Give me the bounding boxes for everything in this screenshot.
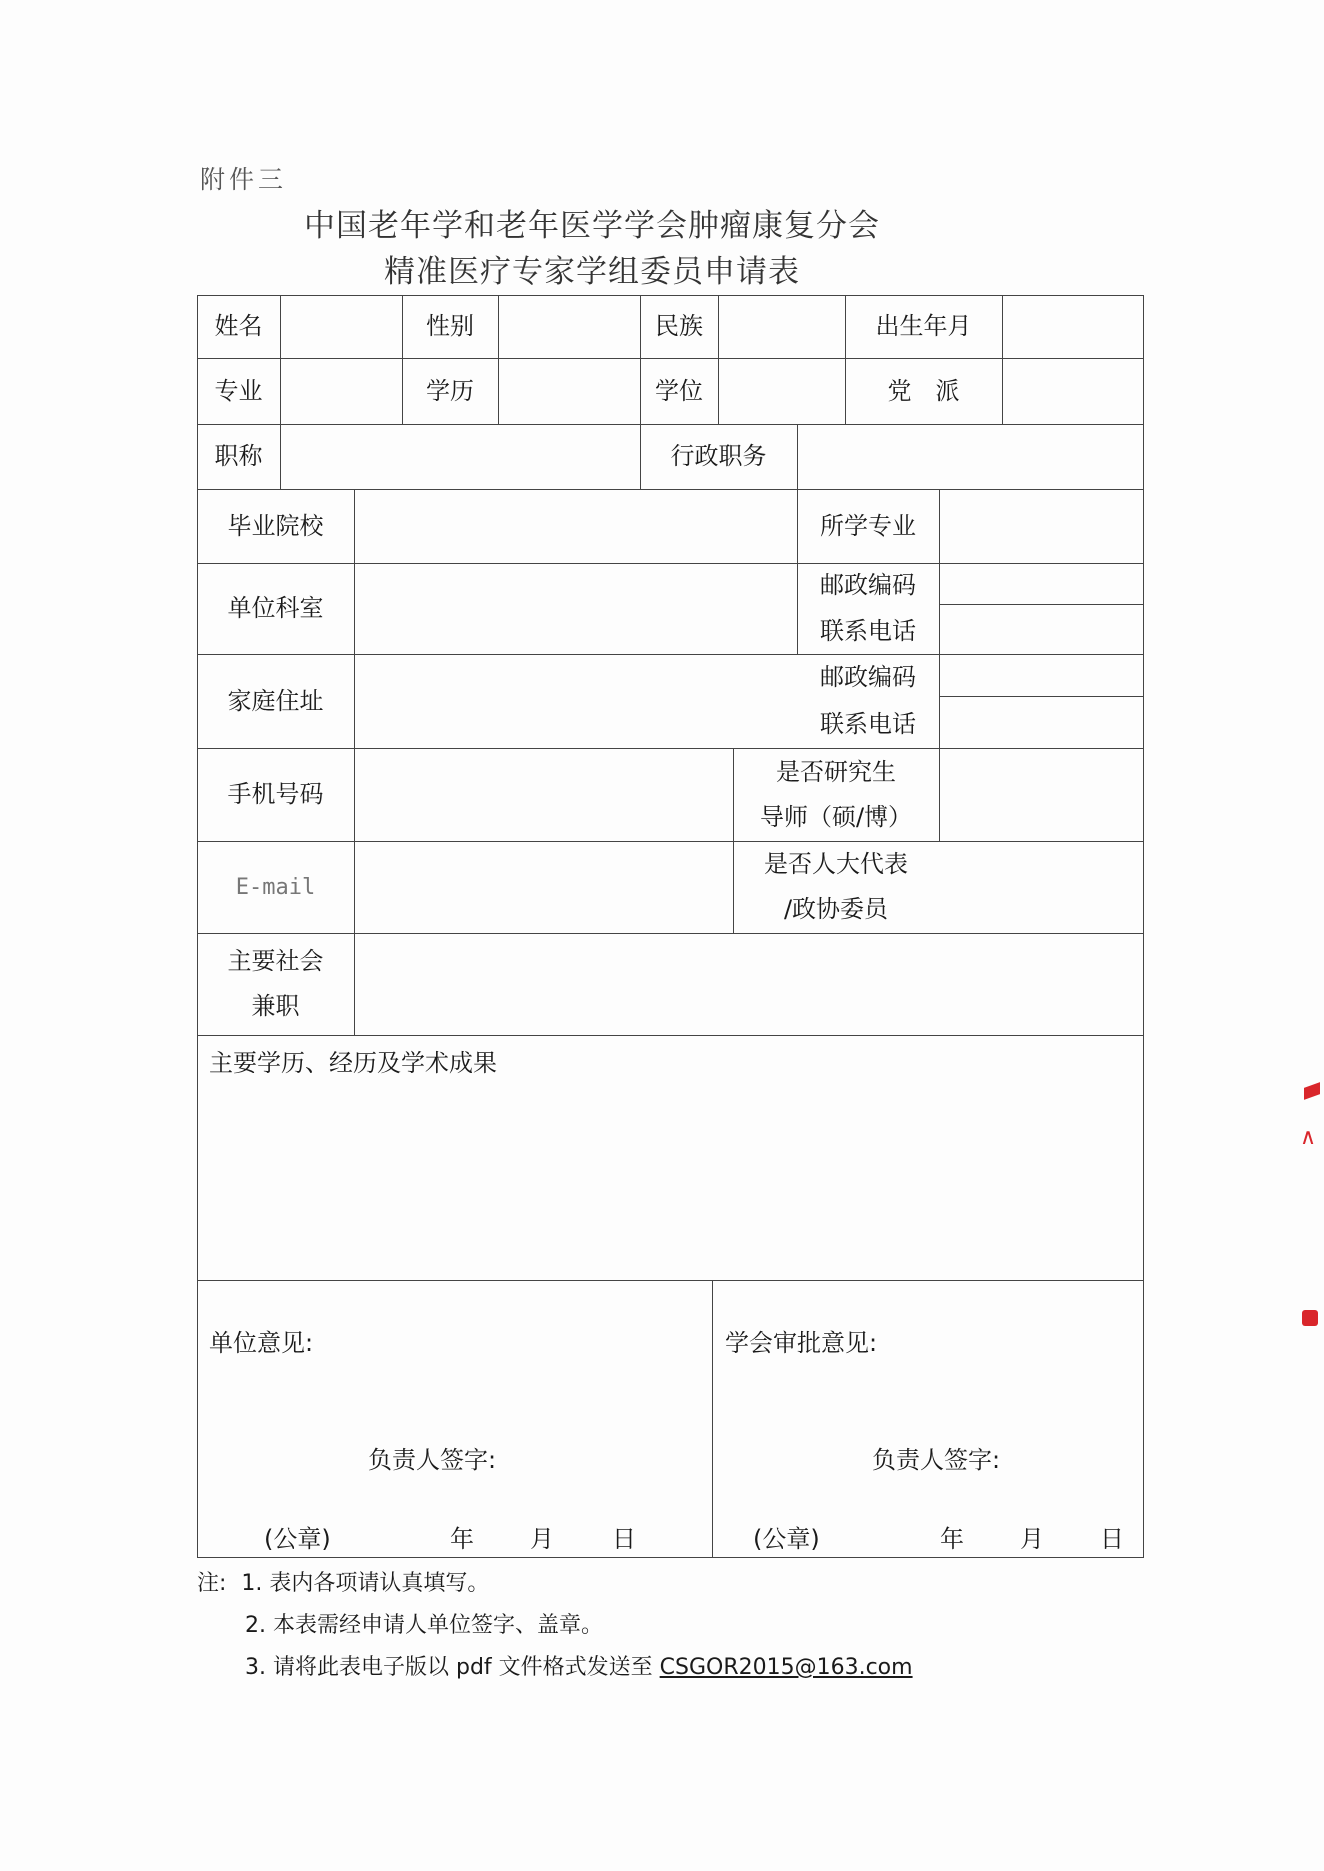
unit-field[interactable] xyxy=(355,564,796,653)
name-field[interactable] xyxy=(281,296,401,357)
degree-field[interactable] xyxy=(719,359,844,423)
table-border-right xyxy=(1143,295,1144,1557)
achievements-field[interactable] xyxy=(198,1080,1142,1278)
row-divider xyxy=(197,1035,1144,1036)
label-email xyxy=(197,841,354,933)
label-supervisor-line1: 是否研究生 xyxy=(776,757,896,786)
label-title: 职称 xyxy=(214,442,263,470)
label-unit-month: 月 xyxy=(530,1525,554,1553)
label-society-day: 日 xyxy=(1100,1525,1124,1553)
note-1 xyxy=(197,1563,913,1605)
label-society-month: 月 xyxy=(1020,1525,1044,1553)
label-admin-position: 行政职务 xyxy=(670,442,767,470)
label-social-line2: 兼职 xyxy=(251,992,300,1020)
document-title-line2: 精准医疗专家学组委员申请表 xyxy=(384,254,800,290)
label-unit-phone: 联系电话 xyxy=(820,616,916,645)
label-education: 学历 xyxy=(426,376,474,405)
row-divider xyxy=(197,1280,1144,1281)
label-birth-date: 出生年月 xyxy=(875,312,972,340)
annex-label: 附件三 xyxy=(200,165,288,194)
table-border-bottom xyxy=(197,1557,1144,1558)
label-ethnicity: 民族 xyxy=(655,312,703,340)
home-address-field[interactable] xyxy=(355,655,796,747)
label-deputy xyxy=(733,841,939,933)
label-gender: 性别 xyxy=(426,312,474,340)
label-party: 党 派 xyxy=(887,376,960,405)
social-positions-field[interactable] xyxy=(355,934,1142,1034)
label-unit-opinion: 单位意见: xyxy=(209,1329,314,1357)
seal-stamp-fragment xyxy=(1300,1085,1324,1335)
home-phone-field[interactable] xyxy=(940,697,1142,747)
label-achievements: 主要学历、经历及学术成果 xyxy=(209,1049,497,1077)
submission-email-link[interactable]: CSGOR2015@163.com xyxy=(659,1655,913,1680)
notes-prefix: 注: xyxy=(197,1571,227,1596)
label-society-seal: (公章) xyxy=(753,1525,820,1553)
note-3-text: 3. 请将此表电子版以 pdf 文件格式发送至 xyxy=(245,1655,660,1680)
note-1-text: 1. 表内各项请认真填写。 xyxy=(241,1571,490,1596)
birth-date-field[interactable] xyxy=(1003,296,1142,357)
party-field[interactable] xyxy=(1003,359,1142,423)
label-society-opinion: 学会审批意见: xyxy=(725,1329,878,1357)
label-home-phone: 联系电话 xyxy=(820,710,916,738)
label-supervisor xyxy=(733,748,939,841)
unit-postcode-field[interactable] xyxy=(940,564,1142,603)
school-field[interactable] xyxy=(355,490,796,562)
label-society-signature: 负责人签字: xyxy=(872,1446,1001,1474)
gender-field[interactable] xyxy=(499,296,639,357)
stamp-mark xyxy=(1302,1310,1318,1326)
major-field[interactable] xyxy=(281,359,401,423)
home-postcode-field[interactable] xyxy=(940,655,1142,695)
label-deputy-line1: 是否人大代表 xyxy=(764,850,908,878)
label-social-positions xyxy=(197,933,354,1035)
admin-position-field[interactable] xyxy=(798,425,1142,488)
stamp-mark xyxy=(1304,1082,1320,1100)
label-unit: 单位科室 xyxy=(227,594,324,622)
email-field[interactable] xyxy=(355,842,732,932)
professional-title-field[interactable] xyxy=(281,425,639,488)
label-unit-day: 日 xyxy=(612,1525,636,1553)
supervisor-field[interactable] xyxy=(940,749,1142,840)
label-unit-seal: (公章) xyxy=(264,1525,331,1553)
ethnicity-field[interactable] xyxy=(719,296,844,357)
label-deputy-line2: /政协委员 xyxy=(783,895,889,923)
label-society-year: 年 xyxy=(940,1525,964,1553)
label-studied-major: 所学专业 xyxy=(820,511,916,540)
label-mobile: 手机号码 xyxy=(227,780,324,808)
label-unit-signature: 负责人签字: xyxy=(368,1446,497,1474)
note-2: 2. 本表需经申请人单位签字、盖章。 xyxy=(245,1613,603,1638)
label-unit-postcode: 邮政编码 xyxy=(820,571,916,599)
label-degree: 学位 xyxy=(655,376,703,405)
label-email-text: E-mail xyxy=(235,874,316,900)
mobile-field[interactable] xyxy=(355,749,732,840)
notes-section xyxy=(197,1563,913,1689)
document-title-line1: 中国老年学和老年医学学会肿瘤康复分会 xyxy=(304,208,880,244)
label-unit-year: 年 xyxy=(450,1525,474,1553)
label-home-address: 家庭住址 xyxy=(227,686,324,715)
stamp-glyph: ∧ xyxy=(1300,1125,1317,1150)
label-supervisor-line2: 导师（硕/博） xyxy=(759,802,913,831)
label-name: 姓名 xyxy=(214,312,263,340)
unit-opinion-field[interactable] xyxy=(198,1360,710,1430)
label-school: 毕业院校 xyxy=(227,511,324,540)
col-divider xyxy=(712,1280,713,1557)
studied-major-field[interactable] xyxy=(940,490,1142,562)
label-major: 专业 xyxy=(214,376,263,405)
education-field[interactable] xyxy=(499,359,639,423)
note-3 xyxy=(197,1647,913,1689)
society-opinion-field[interactable] xyxy=(714,1360,1142,1430)
deputy-field[interactable] xyxy=(940,842,1142,932)
label-home-postcode: 邮政编码 xyxy=(820,663,916,691)
unit-phone-field[interactable] xyxy=(940,605,1142,653)
label-social-line1: 主要社会 xyxy=(227,947,324,975)
